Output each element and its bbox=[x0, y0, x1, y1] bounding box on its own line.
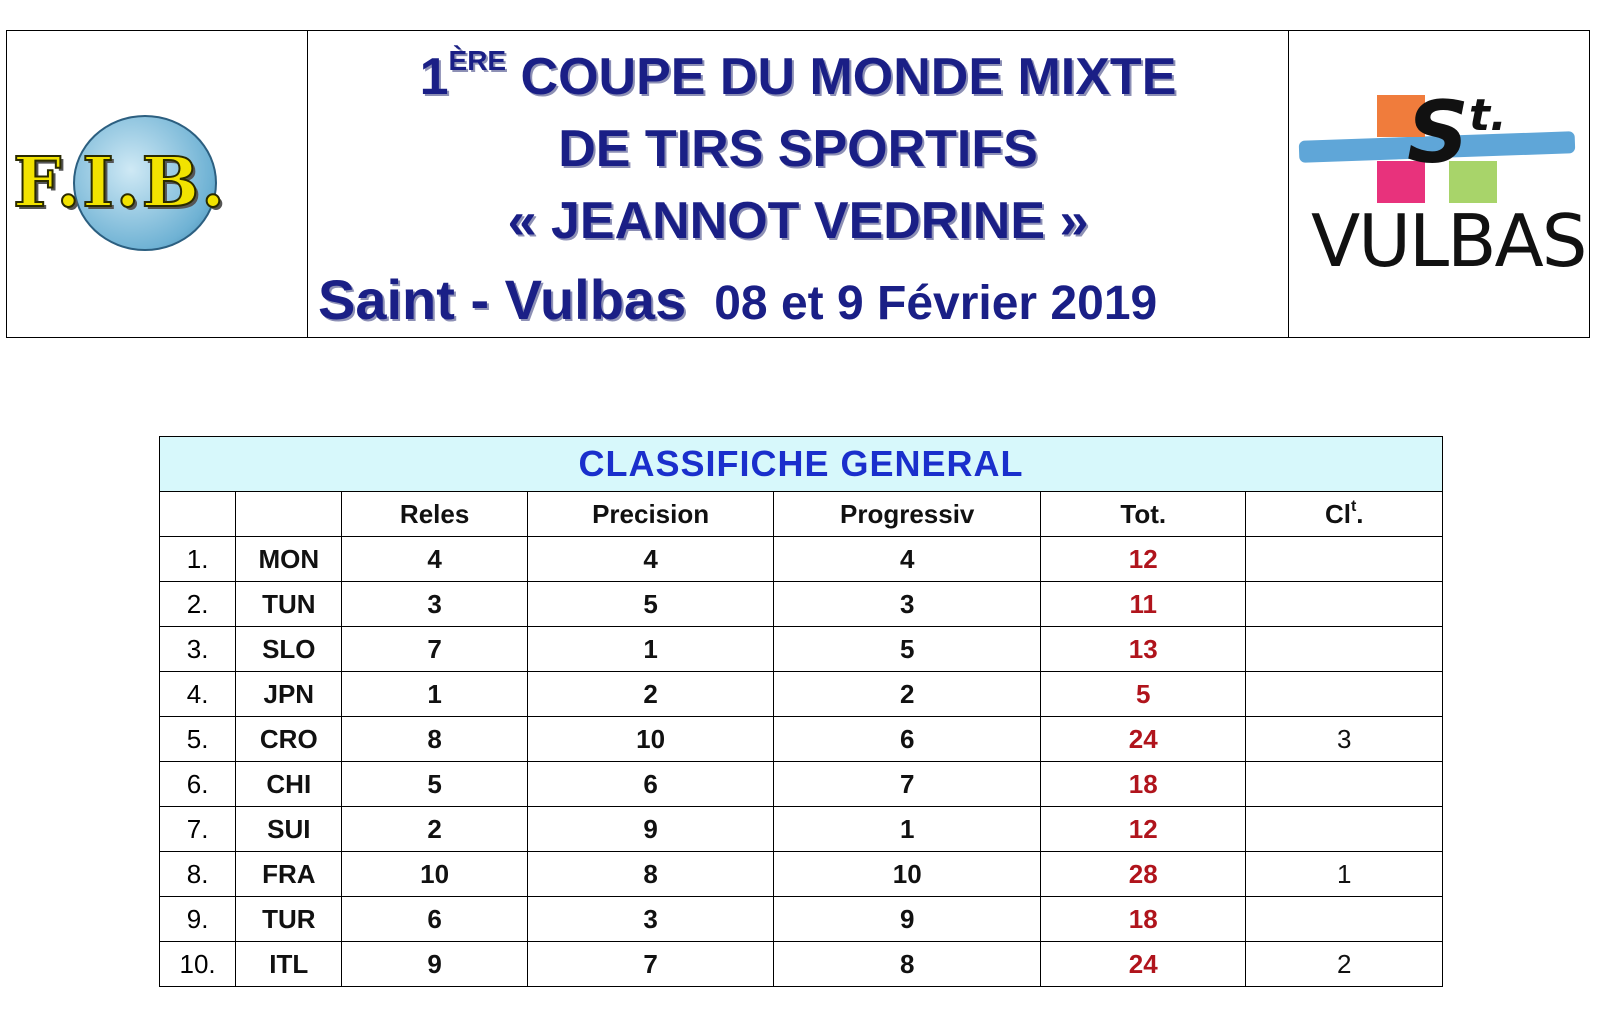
reles-cell: 8 bbox=[342, 717, 527, 762]
progressiv-cell: 2 bbox=[774, 672, 1041, 717]
total-cell: 12 bbox=[1041, 537, 1246, 582]
total-cell: 18 bbox=[1041, 762, 1246, 807]
classement-cell bbox=[1246, 627, 1443, 672]
reles-cell: 1 bbox=[342, 672, 527, 717]
progressiv-cell: 7 bbox=[774, 762, 1041, 807]
precision-cell: 1 bbox=[527, 627, 774, 672]
table-row bbox=[160, 717, 1443, 762]
precision-cell: 4 bbox=[527, 537, 774, 582]
table-row bbox=[160, 897, 1443, 942]
header-row bbox=[160, 492, 1443, 537]
fib-logo-text: F.I.B. bbox=[13, 143, 227, 223]
classement-cell bbox=[1246, 762, 1443, 807]
col-header-nation bbox=[236, 492, 342, 537]
nation-cell: CRO bbox=[236, 717, 342, 762]
total-cell: 5 bbox=[1041, 672, 1246, 717]
rank-cell: 4. bbox=[160, 672, 236, 717]
progressiv-cell: 8 bbox=[774, 942, 1041, 987]
results-table bbox=[159, 436, 1443, 987]
rank-cell: 6. bbox=[160, 762, 236, 807]
rank-cell: 5. bbox=[160, 717, 236, 762]
logo-vulbas: VULBAS bbox=[1311, 199, 1586, 283]
reles-cell: 7 bbox=[342, 627, 527, 672]
progressiv-cell: 5 bbox=[774, 627, 1041, 672]
reles-cell: 3 bbox=[342, 582, 527, 627]
progressiv-cell: 3 bbox=[774, 582, 1041, 627]
nation-cell: TUN bbox=[236, 582, 342, 627]
precision-cell: 3 bbox=[527, 897, 774, 942]
rank-cell: 7. bbox=[160, 807, 236, 852]
rank-cell: 9. bbox=[160, 897, 236, 942]
progressiv-cell: 9 bbox=[774, 897, 1041, 942]
reles-cell: 4 bbox=[342, 537, 527, 582]
reles-cell: 6 bbox=[342, 897, 527, 942]
total-cell: 18 bbox=[1041, 897, 1246, 942]
nation-cell: SUI bbox=[236, 807, 342, 852]
nation-cell: FRA bbox=[236, 852, 342, 897]
total-cell: 28 bbox=[1041, 852, 1246, 897]
col-header-reles: Reles bbox=[342, 492, 527, 537]
precision-cell: 6 bbox=[527, 762, 774, 807]
total-cell: 13 bbox=[1041, 627, 1246, 672]
classement-cell bbox=[1246, 582, 1443, 627]
table-row bbox=[160, 537, 1443, 582]
col-header-total: Tot. bbox=[1041, 492, 1246, 537]
table-title: CLASSIFICHE GENERAL bbox=[160, 437, 1443, 492]
progressiv-cell: 1 bbox=[774, 807, 1041, 852]
title-line-3: « JEANNOT VEDRINE » bbox=[507, 192, 1089, 250]
precision-cell: 7 bbox=[527, 942, 774, 987]
rank-cell: 2. bbox=[160, 582, 236, 627]
rank-cell: 8. bbox=[160, 852, 236, 897]
table-row bbox=[160, 762, 1443, 807]
table-row bbox=[160, 852, 1443, 897]
classement-cell bbox=[1246, 537, 1443, 582]
precision-cell: 10 bbox=[527, 717, 774, 762]
progressiv-cell: 6 bbox=[774, 717, 1041, 762]
event-header bbox=[6, 30, 1590, 338]
table-row bbox=[160, 582, 1443, 627]
precision-cell: 9 bbox=[527, 807, 774, 852]
col-header-progressiv: Progressiv bbox=[774, 492, 1041, 537]
rank-cell: 10. bbox=[160, 942, 236, 987]
col-header-rank bbox=[160, 492, 236, 537]
nation-cell: SLO bbox=[236, 627, 342, 672]
reles-cell: 9 bbox=[342, 942, 527, 987]
table-row bbox=[160, 807, 1443, 852]
table-row bbox=[160, 672, 1443, 717]
table-row bbox=[160, 627, 1443, 672]
fib-logo bbox=[7, 31, 308, 337]
nation-cell: JPN bbox=[236, 672, 342, 717]
classement-cell: 2 bbox=[1246, 942, 1443, 987]
reles-cell: 2 bbox=[342, 807, 527, 852]
nation-cell: ITL bbox=[236, 942, 342, 987]
rank-cell: 1. bbox=[160, 537, 236, 582]
st-vulbas-logo bbox=[1289, 31, 1589, 337]
title-line-1: 1ÈRE COUPE DU MONDE MIXTE bbox=[419, 45, 1177, 106]
reles-cell: 5 bbox=[342, 762, 527, 807]
progressiv-cell: 4 bbox=[774, 537, 1041, 582]
precision-cell: 2 bbox=[527, 672, 774, 717]
classement-cell: 3 bbox=[1246, 717, 1443, 762]
progressiv-cell: 10 bbox=[774, 852, 1041, 897]
event-date: 08 et 9 Février 2019 bbox=[714, 277, 1158, 330]
precision-cell: 5 bbox=[527, 582, 774, 627]
nation-cell: TUR bbox=[236, 897, 342, 942]
total-cell: 12 bbox=[1041, 807, 1246, 852]
venue: Saint - Vulbas bbox=[318, 268, 687, 331]
classement-cell: 1 bbox=[1246, 852, 1443, 897]
rank-cell: 3. bbox=[160, 627, 236, 672]
total-cell: 24 bbox=[1041, 717, 1246, 762]
total-cell: 11 bbox=[1041, 582, 1246, 627]
nation-cell: CHI bbox=[236, 762, 342, 807]
logo-st: $S^{t.}$ bbox=[1407, 83, 1507, 183]
table-row bbox=[160, 942, 1443, 987]
col-header-precision: Precision bbox=[527, 492, 774, 537]
total-cell: 24 bbox=[1041, 942, 1246, 987]
precision-cell: 8 bbox=[527, 852, 774, 897]
classement-cell bbox=[1246, 672, 1443, 717]
col-header-classement: Cl$^t$. bbox=[1246, 492, 1443, 537]
reles-cell: 10 bbox=[342, 852, 527, 897]
nation-cell: MON bbox=[236, 537, 342, 582]
event-title bbox=[308, 31, 1289, 337]
title-line-2: DE TIRS SPORTIFS bbox=[558, 120, 1038, 178]
classement-cell bbox=[1246, 897, 1443, 942]
classement-cell bbox=[1246, 807, 1443, 852]
venue-and-date bbox=[308, 267, 1288, 332]
